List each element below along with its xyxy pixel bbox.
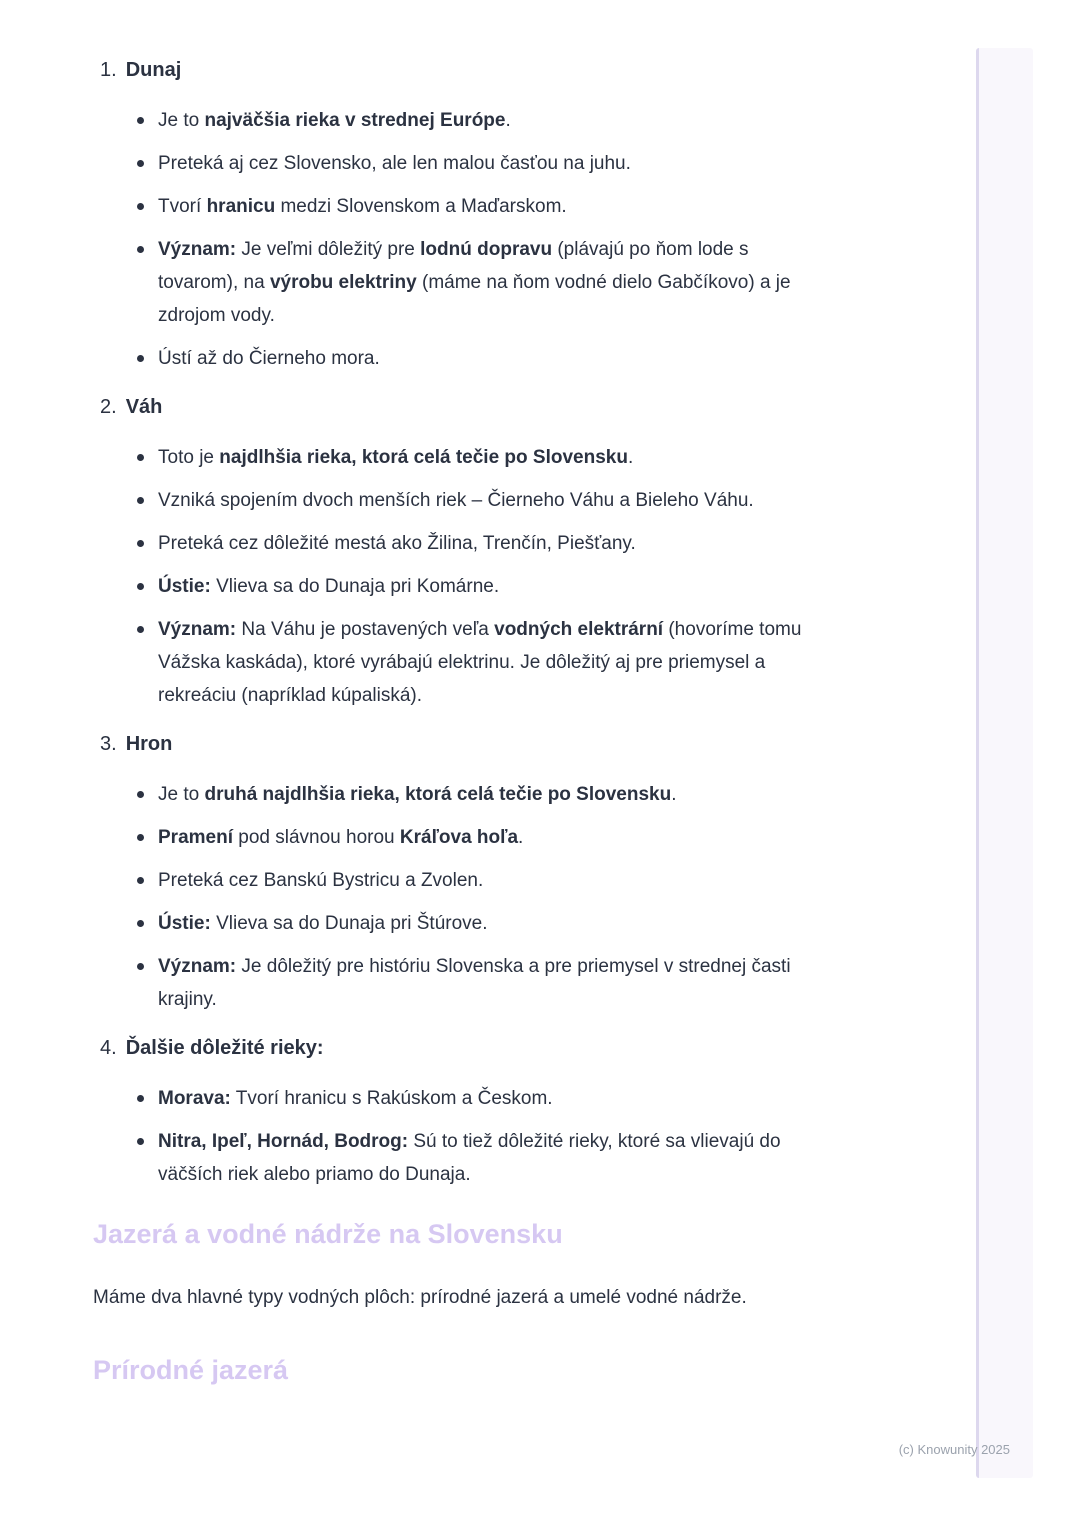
section-heading-lakes: Jazerá a vodné nádrže na Slovensku (93, 1219, 563, 1249)
section-number: 3. (100, 733, 117, 755)
bullet-marker-icon (137, 454, 144, 461)
bullet-marker-icon (137, 1138, 144, 1145)
bullet-list (93, 1082, 833, 1191)
bullet-text: Preteká aj cez Slovensko, ale len malou časťou na juhu. (158, 153, 631, 174)
numbered-section (93, 393, 833, 712)
bullet-marker-icon (137, 540, 144, 547)
section-number: 4. (100, 1037, 117, 1059)
bullet-marker-icon (137, 1095, 144, 1102)
bullet-item (93, 342, 833, 375)
section-name: Hron (125, 733, 173, 755)
bullet-text: Význam: Na Váhu je postavených veľa vodných elektrární (hovoríme tomu Vážska kaskáda), ktoré vyrábajú elektrinu. Je dôležitý aj pre priemysel a rekreáciu (napríklad kúpaliská). (158, 619, 802, 706)
bullet-marker-icon (137, 117, 144, 124)
section-name: Dunaj (125, 59, 182, 81)
bullet-item (93, 441, 833, 474)
numbered-section (93, 56, 833, 375)
river-section-title (93, 1034, 833, 1062)
document-content (93, 56, 833, 1387)
bullet-item (93, 778, 833, 811)
bullet-list (93, 104, 833, 375)
river-section-title (93, 56, 833, 84)
bullet-item (93, 570, 833, 603)
bullet-item (93, 907, 833, 940)
bullet-text: Tvorí hranicu medzi Slovenskom a Maďarskom. (158, 196, 567, 217)
bullet-marker-icon (137, 355, 144, 362)
bullet-text: Pramení pod slávnou horou Kráľova hoľa. (158, 827, 524, 848)
bullet-item (93, 864, 833, 897)
bullet-item (93, 233, 833, 332)
bullet-text: Je to druhá najdlhšia rieka, ktorá celá tečie po Slovensku. (158, 784, 677, 805)
bullet-text: Toto je najdlhšia rieka, ktorá celá tečie po Slovensku. (158, 447, 634, 468)
bullet-text: Morava: Tvorí hranicu s Rakúskom a Českom. (158, 1088, 553, 1109)
numbered-section (93, 1034, 833, 1191)
bullet-text: Preteká cez Banskú Bystricu a Zvolen. (158, 870, 484, 891)
section-name: Ďalšie dôležité rieky: (125, 1037, 324, 1059)
bullet-text: Význam: Je veľmi dôležitý pre lodnú dopravu (plávajú po ňom lode s tovarom), na výrobu elektriny (máme na ňom vodné dielo Gabčíkovo) a je zdrojom vody. (158, 239, 791, 326)
bullet-text: Preteká cez dôležité mestá ako Žilina, Trenčín, Piešťany. (158, 533, 636, 554)
bullet-item (93, 613, 833, 712)
lakes-intro-paragraph: Máme dva hlavné typy vodných plôch: prírodné jazerá a umelé vodné nádrže. (93, 1287, 747, 1308)
section-name: Váh (125, 396, 163, 418)
decorative-side-stripe (976, 48, 1033, 1478)
bullet-text: Nitra, Ipeľ, Hornád, Bodrog: Sú to tiež dôležité rieky, ktoré sa vlievajú do väčších riek alebo priamo do Dunaja. (158, 1131, 781, 1185)
bullet-item (93, 950, 833, 1016)
bullet-text: Ústie: Vlieva sa do Dunaja pri Komárne. (158, 576, 500, 597)
bullet-item (93, 484, 833, 517)
bullet-item (93, 527, 833, 560)
rivers-list (93, 56, 833, 1191)
bullet-marker-icon (137, 626, 144, 633)
river-section-title (93, 393, 833, 421)
section-number: 2. (100, 396, 117, 418)
bullet-item (93, 1125, 833, 1191)
bullet-marker-icon (137, 963, 144, 970)
bullet-marker-icon (137, 160, 144, 167)
bullet-list (93, 441, 833, 712)
bullet-item (93, 1082, 833, 1115)
bullet-marker-icon (137, 203, 144, 210)
bullet-item (93, 147, 833, 180)
bullet-marker-icon (137, 877, 144, 884)
bullet-marker-icon (137, 920, 144, 927)
section-number: 1. (100, 59, 117, 81)
bullet-text: Vzniká spojením dvoch menších riek – Čierneho Váhu a Bieleho Váhu. (158, 490, 754, 511)
bullet-marker-icon (137, 583, 144, 590)
bullet-marker-icon (137, 791, 144, 798)
bullet-item (93, 104, 833, 137)
numbered-section (93, 730, 833, 1016)
bullet-list (93, 778, 833, 1016)
section-heading-natural-lakes: Prírodné jazerá (93, 1355, 289, 1385)
river-section-title (93, 730, 833, 758)
bullet-text: Je to najväčšia rieka v strednej Európe. (158, 110, 511, 131)
bullet-item (93, 821, 833, 854)
bullet-marker-icon (137, 834, 144, 841)
bullet-text: Ústie: Vlieva sa do Dunaja pri Štúrove. (158, 913, 488, 934)
bullet-text: Ústí až do Čierneho mora. (158, 348, 380, 369)
bullet-marker-icon (137, 246, 144, 253)
bullet-item (93, 190, 833, 223)
bullet-text: Význam: Je dôležitý pre históriu Slovenska a pre priemysel v strednej časti krajiny. (158, 956, 791, 1010)
bullet-marker-icon (137, 497, 144, 504)
copyright-watermark: (c) Knowunity 2025 (898, 1442, 1010, 1457)
